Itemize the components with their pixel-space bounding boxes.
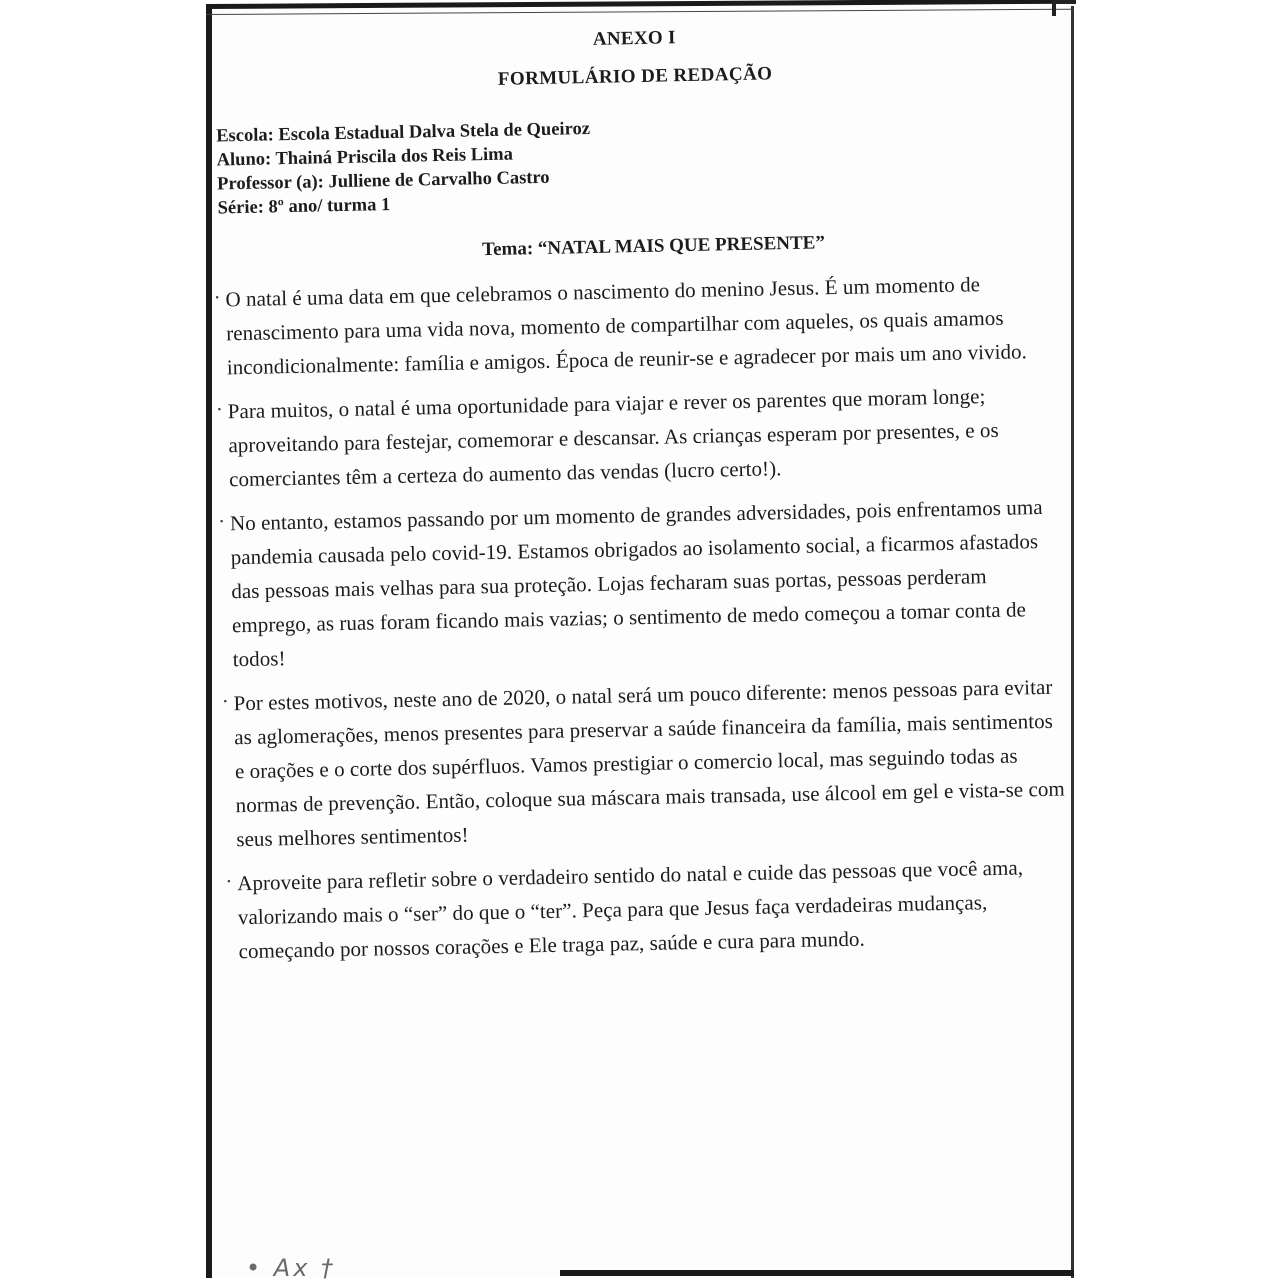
handwritten-note: • Ax † <box>246 1254 337 1282</box>
scan-edge-bottom <box>560 1270 1074 1276</box>
student-line: Aluno: Thainá Priscila dos Reis Lima <box>216 144 514 171</box>
essay-page <box>204 11 1089 1278</box>
header-info <box>216 110 918 220</box>
essay-theme: Tema: “NATAL MAIS QUE PRESENTE” <box>481 232 826 261</box>
essay-paragraph-5: · Aproveite para refletir sobre o verdadeiro sentido do natal e cuide das pessoas que você ama, valorizando mais o “ser” do que o “ter”. Peça para que Jesus faça verdadeiras mudanças, começando por nossos corações e Ele traga paz, saúde e cura para mundo. <box>227 850 1071 969</box>
essay-paragraph-1: · O natal é uma data em que celebramos o nascimento do menino Jesus. É um momento de renascimento para uma vida nova, momento de compartilhar com aqueles, os quais amamos incondicionalmente: família e amigos. Época de reunir-se e agradecer por mais um ano vivido. <box>215 266 1059 385</box>
essay-paragraph-2: · Para muitos, o natal é uma oportunidade para viajar e rever os parentes que moram longe; aproveitando para festejar, comemorar e descansar. As crianças esperam por presentes, e os comerciantes têm a certeza do aumento das vendas (lucro certo!). <box>217 378 1061 497</box>
form-title: FORMULÁRIO DE REDAÇÃO <box>497 63 773 90</box>
essay-body <box>215 266 1071 979</box>
essay-paragraph-4: · Por estes motivos, neste ano de 2020, o natal será um pouco diferente: menos pessoas para evitar as aglomerações, menos presentes para preservar a saúde financeira da família, mais sentimentos e orações e o corte dos supérfluos. Vamos prestigiar o comercio local, mas seguindo todas as normas de prevenção. Então, coloque sua máscara mais transada, use álcool em gel e vista-se com seus melhores sentimentos! <box>223 670 1068 857</box>
grade-line: Série: 8º ano/ turma 1 <box>217 195 391 219</box>
teacher-line: Professor (a): Julliene de Carvalho Castro <box>216 167 550 195</box>
school-line: Escola: Escola Estadual Dalva Stela de Queiroz <box>216 118 591 147</box>
essay-paragraph-3: · No entanto, estamos passando por um momento de grandes adversidades, pois enfrentamos uma pandemia causada pelo covid-19. Estamos obrigados ao isolamento social, a ficarmos afastados das pessoas mais velhas para sua proteção. Lojas fecharam suas portas, pessoas perderam emprego, as ruas foram ficando mais vazias; o sentimento de medo começou a tomar conta de todos! <box>220 490 1065 677</box>
annex-title: ANEXO I <box>592 27 676 50</box>
